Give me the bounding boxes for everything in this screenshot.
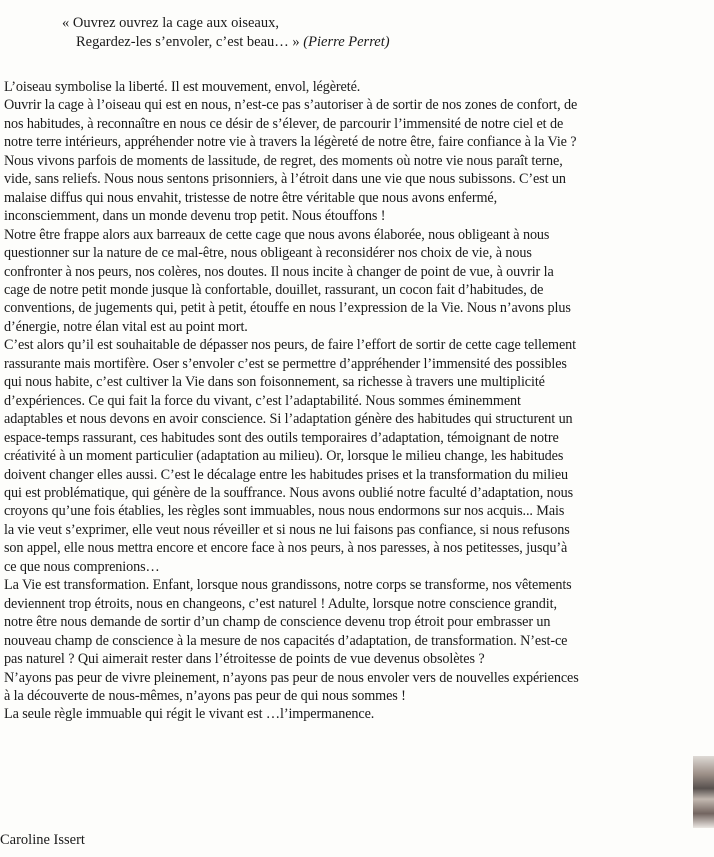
text-line: deviennent trop étroits, nous en changeons, c’est naturel ! Adulte, lorsque notre conscience grandit, xyxy=(4,595,557,612)
quote-author: (Pierre Perret) xyxy=(303,34,390,50)
text-line: espace-temps rassurant, ces habitudes sont des outils temporaires d’adaptation, témoignant de notre xyxy=(4,429,559,446)
text-line: qui nous habite, c’est cultiver la Vie dans son foisonnement, sa richesse à travers une multiplicité xyxy=(4,374,545,391)
text-line: qui est problématique, qui génère de la souffrance. Nous avons oublié notre faculté d’adaptation, nous xyxy=(4,484,574,501)
text-line: conventions, de jugements qui, petit à petit, étouffe en nous l’expression de la Vie. Nous n’avons plus xyxy=(4,300,571,317)
photo-fragment xyxy=(693,756,714,828)
author-signature: Caroline Issert xyxy=(0,832,85,848)
text-line: questionner sur la nature de ce mal-être, nous obligeant à reconsidérer nos choix de vie, à nous xyxy=(4,245,532,262)
text-line: à la découverte de nous-mêmes, n’ayons pas peur de qui nous sommes ! xyxy=(4,687,406,704)
text-line: L’oiseau symbolise la liberté. Il est mouvement, envol, légèreté. xyxy=(4,79,361,95)
quote-line-1: « Ouvrez ouvrez la cage aux oiseaux, xyxy=(62,15,279,31)
text-line: notre être nous demande de sortir d’un champ de conscience devenu trop étroit pour embrasser un xyxy=(4,614,551,631)
text-line: croyons qu’une fois établies, les règles sont immuables, nous nous endormons sur nos acquis... Mais xyxy=(4,503,565,520)
text-line: inconsciemment, dans un monde devenu trop petit. Nous étouffons ! xyxy=(4,208,386,225)
text-line: ce que nous comprenions… xyxy=(4,558,160,575)
text-line: d’énergie, notre élan vital est au point mort. xyxy=(4,318,248,335)
text-line: d’expériences. Ce qui fait la force du vivant, c’est l’adaptabilité. Nous sommes éminemment xyxy=(4,392,521,409)
text-line: pas naturel ? Qui aimerait rester dans l’étroitesse de points de vue devenus obsolètes ? xyxy=(4,651,485,668)
text-line: la vie veut s’exprimer, elle veut nous réveiller et si nous ne lui faisons pas confiance, si nous refusons xyxy=(4,521,570,538)
text-line: son appel, elle nous mettra encore et encore face à nos peurs, à nos paresses, à nos petitesses, jusqu’à xyxy=(4,540,568,557)
text-line: confronter à nos peurs, nos colères, nos doutes. Il nous incite à changer de point de vue, à ouvrir la xyxy=(4,263,554,280)
text-line: doivent changer elles aussi. C’est le décalage entre les habitudes prises et la transformation du milieu xyxy=(4,466,569,483)
text-line: Ouvrir la cage à l’oiseau qui est en nous, n’est-ce pas s’autoriser à de sortir de nos zones de confort, de xyxy=(4,97,578,114)
text-line: adaptables et nous devons en avoir conscience. Si l’adaptation génère des habitudes qui structurent un xyxy=(4,411,573,428)
text-line: nouveau champ de conscience à la mesure de nos capacités d’adaptation, de transformation. N’est-ce xyxy=(4,632,568,649)
text-line: malaise diffus qui nous envahit, tristesse de notre être véritable que nous avons enfermé, xyxy=(4,189,498,206)
text-line: Nous vivons parfois de moments de lassitude, de regret, des moments où notre vie nous paraît terne, xyxy=(4,152,563,169)
document-body xyxy=(4,78,710,724)
text-line: La Vie est transformation. Enfant, lorsque nous grandissons, notre corps se transforme, nos vêtements xyxy=(4,577,572,594)
text-line: cage de notre petit monde jusque là confortable, douillet, rassurant, un cocon fait d’habitudes, de xyxy=(4,281,544,298)
quote-text: Regardez-les s’envoler, c’est beau… » xyxy=(76,34,300,50)
text-line: Notre être frappe alors aux barreaux de cette cage que nous avons élaborée, nous obligeant à nous xyxy=(4,226,550,243)
text-line: rassurante mais mortifère. Oser s’envoler c’est se permettre d’appréhender l’immensité des possibles xyxy=(4,355,567,372)
epigraph-quote xyxy=(62,14,390,52)
text-line: La seule règle immuable qui régit le vivant est …l’impermanence. xyxy=(4,706,375,723)
text-line: créativité à un moment particulier (adaptation au milieu). Or, lorsque le milieu change, les habitudes xyxy=(4,448,564,465)
text-line: N’ayons pas peur de vivre pleinement, n’ayons pas peur de nous envoler vers de nouvelles expériences xyxy=(4,669,579,686)
text-line: vide, sans reliefs. Nous nous sentons prisonniers, à l’étroit dans une vie que nous subissons. C’est un xyxy=(4,171,566,188)
text-line: notre terre intérieurs, appréhender notre vie à travers la légèreté de notre être, faire confiance à la Vie ? xyxy=(4,134,577,151)
text-line: C’est alors qu’il est souhaitable de dépasser nos peurs, de faire l’effort de sortir de cette cage tellement xyxy=(4,337,576,354)
text-line: nos habitudes, à reconnaître en nous ce désir de s’élever, de parcourir l’immensité de notre ciel et de xyxy=(4,115,564,132)
quote-line-2 xyxy=(62,33,390,52)
